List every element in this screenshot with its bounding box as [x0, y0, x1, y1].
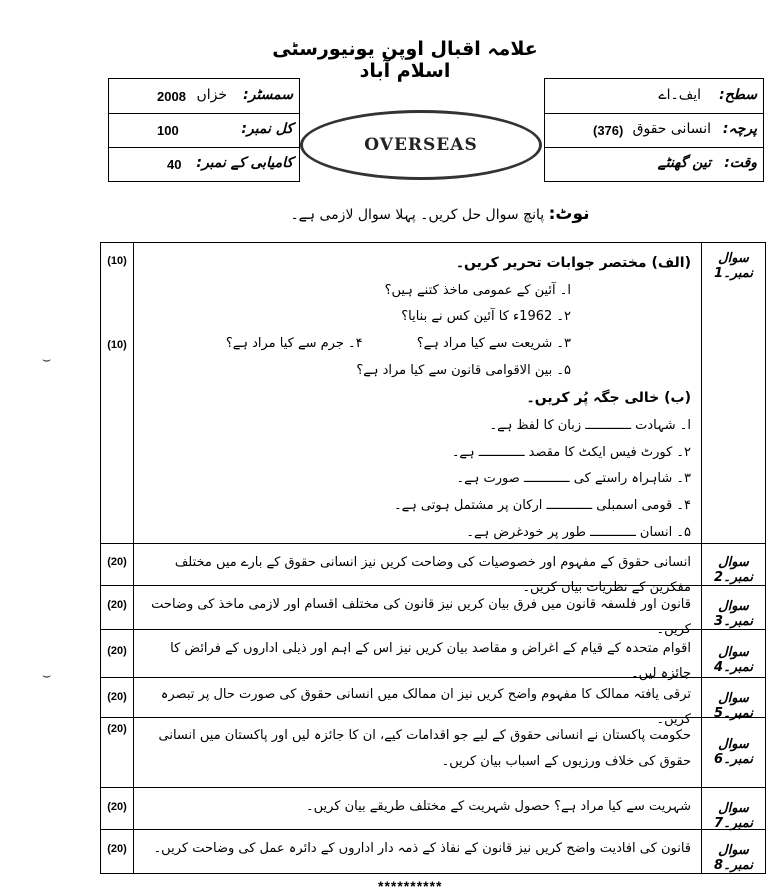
question-row-3	[101, 585, 765, 637]
question-number: سوال نمبر۔4	[701, 629, 765, 677]
pass-marks-row	[109, 147, 299, 181]
question-number: سوال نمبر۔7	[701, 787, 765, 829]
question-row-7	[101, 787, 765, 830]
part-a-items	[143, 278, 691, 331]
question-marks: (20)	[101, 829, 134, 873]
question-text: قانون اور فلسفہ قانون میں فرق بیان کریں نیز قانون کی مختلف اقسام اور لازمی ماخذ کی وضاحت کریں۔	[151, 597, 691, 637]
total-marks-row	[109, 113, 299, 148]
question-row-6	[101, 717, 765, 788]
overseas-stamp: OVERSEAS	[300, 110, 542, 180]
question-marks: (20)	[101, 717, 134, 787]
paper-value: انسانی حقوق	[632, 121, 711, 137]
part-b-item: ۳۔ شاہراہ راستے کی ــــــــــــ صورت ہے۔	[456, 471, 691, 487]
question-marks-cell	[101, 243, 134, 543]
part-b-item: ۲۔ کورٹ فیس ایکٹ کا مقصد ــــــــــــ ہے۔	[451, 444, 691, 460]
total-marks-value: 100	[157, 123, 179, 138]
margin-mark-icon: ⌣	[42, 352, 52, 368]
question-row-4	[101, 629, 765, 681]
level-label: سطح:	[719, 87, 757, 103]
question-text: انسانی حقوق کے مفہوم اور خصوصیات کی وضاحت کریں نیز انسانی حقوق کے بارے میں مختلف مفکرین کے نظریات بیان کریں۔	[174, 555, 691, 595]
semester-row	[109, 79, 299, 114]
time-row	[545, 147, 763, 181]
time-label: وقت:	[724, 155, 757, 171]
pass-marks-value: 40	[167, 157, 182, 172]
level-row	[545, 79, 763, 114]
semester-label: سمسٹر:	[243, 87, 293, 103]
year-value: 2008	[157, 89, 186, 104]
question-row-8	[101, 829, 765, 873]
question-number: سوال نمبر۔1	[701, 243, 765, 543]
exam-info-left	[108, 78, 300, 182]
question-row-5	[101, 677, 765, 727]
question-number: سوال نمبر۔2	[701, 543, 765, 585]
questions-table	[100, 242, 766, 874]
level-value: ایف۔اے	[658, 87, 701, 103]
exam-info-right	[544, 78, 764, 182]
total-marks-label: کل نمبر:	[241, 121, 293, 137]
question-row-2	[101, 543, 765, 595]
margin-mark-icon: ⌣	[42, 668, 52, 684]
note-label: نوٹ:	[548, 204, 590, 224]
question-marks: (20)	[101, 677, 134, 717]
question-number: سوال نمبر۔6	[701, 717, 765, 787]
part-b-title: (ب) خالی جگہ پُر کریں۔	[526, 390, 691, 407]
end-of-paper-stars: **********	[378, 878, 443, 894]
question-number: سوال نمبر۔5	[701, 677, 765, 717]
part-b-marks: (10)	[107, 339, 127, 351]
part-b-item: ۴۔ قومی اسمبلی ــــــــــــ ارکان پر مشتمل ہوتی ہے۔	[393, 497, 691, 513]
question-text: شہریت سے کیا مراد ہے؟ حصول شہریت کے مختلف طریقے بیان کریں۔	[305, 799, 691, 814]
part-a-items	[143, 331, 691, 384]
part-a-item: ا۔ آئین کے عمومی ماخذ کتنے ہیں؟	[384, 282, 571, 298]
part-a-item: ۴۔ جرم سے کیا مراد ہے؟	[225, 335, 363, 351]
question-text: ترقی یافتہ ممالک کا مفہوم واضح کریں نیز ان ممالک میں انسانی حقوق کی صورت حال پر تبصرہ کریں۔	[160, 687, 691, 727]
question-number: سوال نمبر۔8	[701, 829, 765, 873]
question-number: سوال نمبر۔3	[701, 585, 765, 629]
question-body	[135, 243, 699, 543]
part-a-item: ۳۔ شریعت سے کیا مراد ہے؟	[416, 335, 571, 351]
paper-row	[545, 113, 763, 148]
part-a-title: (الف) مختصر جوابات تحریر کریں۔	[455, 255, 691, 271]
question-text: حکومت پاکستان نے انسانی حقوق کے لیے جو اقدامات کیے، ان کا جائزہ لیں اور پاکستان میں انسانی حقوق کی خلاف ورزیوں کے اسباب بیان کریں۔	[158, 728, 691, 769]
semester-value: خزاں	[196, 87, 227, 103]
university-title: علامہ اقبال اوپن یونیورسٹی اسلام آباد	[272, 38, 538, 82]
question-marks: (20)	[101, 787, 134, 829]
time-value: تین گھنٹے	[657, 155, 711, 171]
instructions-note	[280, 204, 600, 224]
question-text: قانون کی افادیت واضح کریں نیز قانون کے نفاذ کے ذمہ دار اداروں کے دائرہ عمل کی وضاحت کریں۔	[153, 841, 691, 856]
part-a-item: ۲۔ 1962ء کا آئین کس نے بنایا؟	[401, 309, 571, 325]
question-marks: (20)	[101, 543, 134, 585]
note-text: پانچ سوال حل کریں۔ پہلا سوال لازمی ہے۔	[290, 207, 545, 223]
paper-code: (376)	[593, 123, 624, 138]
question-marks: (20)	[101, 585, 134, 629]
part-a-item: ۵۔ بین الاقوامی قانون سے کیا مراد ہے؟	[356, 362, 571, 378]
part-a-marks: (10)	[107, 255, 127, 267]
question-row-1	[101, 243, 765, 544]
part-b-item: ۵۔ انسان ــــــــــــ طور پر خودغرض ہے۔	[466, 524, 691, 540]
part-b-item: ا۔ شہادت ــــــــــــ زبان کا لفظ ہے۔	[489, 417, 691, 433]
pass-marks-label: کامیابی کے نمبر:	[196, 155, 293, 171]
paper-label: پرچہ:	[722, 121, 757, 137]
question-marks: (20)	[101, 629, 134, 677]
question-text: اقوام متحدہ کے قیام کے اغراض و مقاصد بیان کریں نیز اس کے اہم اور ذیلی اداروں کے فرائض کا جائزہ لیں۔	[170, 641, 691, 681]
